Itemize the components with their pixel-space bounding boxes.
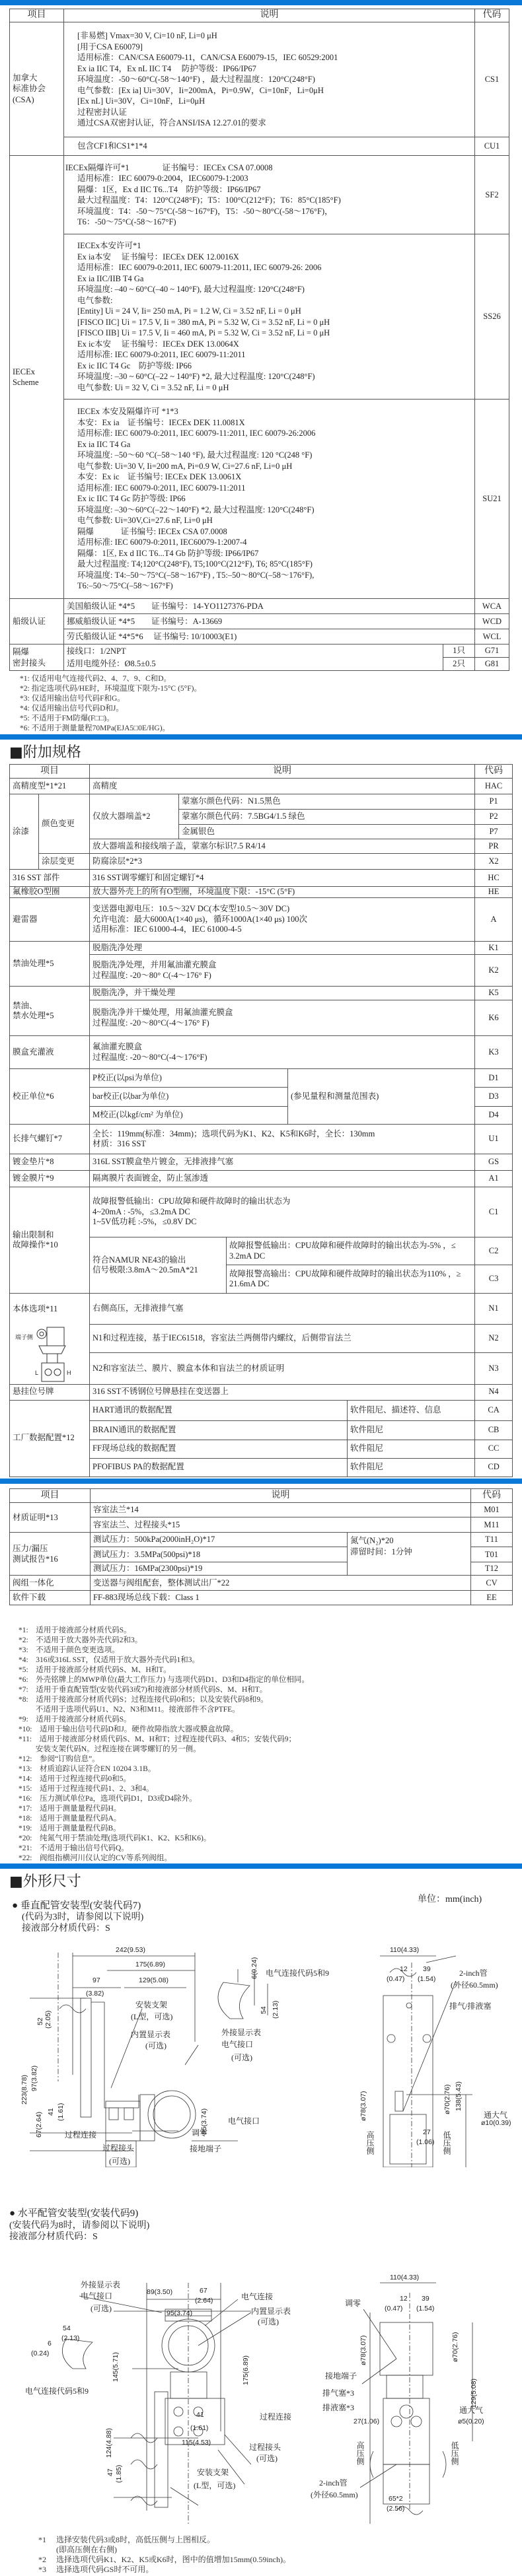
code-cd: CD (475, 1458, 513, 1477)
desc-d4: M校正(以kgf/cm² 为单位) (90, 1107, 288, 1125)
dim-label: 47 (106, 2468, 114, 2476)
unit-label: 单位：mm(inch) (418, 1895, 482, 1904)
header-desc: 说明 (90, 765, 475, 779)
dim-label: 67(2.64) (35, 2111, 43, 2138)
item-csa: 加拿大 标准协会 (CSA) (10, 22, 64, 156)
dim-label: (2.13) (272, 2000, 280, 2019)
dim-label: 高压侧 (355, 2441, 365, 2465)
item-hc: 316 SST 部件 (10, 870, 90, 887)
code-t01: T01 (471, 1547, 513, 1562)
desc-hac: 高精度 (90, 779, 475, 794)
dim-label: (0.24) (31, 2350, 50, 2357)
header-item: 项目 (10, 9, 64, 22)
desc-gland-port: 接线口：1/2NPT (64, 644, 443, 658)
item-body-label: 本体选项*11 (13, 1304, 58, 1313)
header-item: 项目 (10, 765, 90, 779)
header-code: 代码 (475, 9, 509, 22)
dim-label: 39 (423, 1965, 431, 1973)
dim-label: (可选) (231, 2053, 252, 2062)
dim-label: 54 (63, 2324, 71, 2332)
options-table (9, 764, 513, 1477)
horizontal-mount-title: ● 水平配管安装型(安装代码9) (9, 2208, 139, 2219)
section-divider (0, 1863, 522, 1869)
code-m01: M01 (471, 1503, 513, 1517)
code-ee: EE (471, 1591, 513, 1605)
dim-label: (L型，可选) (131, 2012, 173, 2021)
item-gland: 隔爆 密封接头 (10, 644, 64, 671)
desc-n3: N2和容室法兰、膜片、膜盒本体和盲法兰的材质证明 (90, 1353, 475, 1384)
desc-cb: BRAIN通讯的数据配置 (90, 1420, 348, 1440)
item-k3: 膜盒充灌液 (10, 1036, 90, 1069)
code-gs: GS (475, 1154, 513, 1171)
dim-label: 电气连接代码5和9 (25, 2386, 89, 2396)
options-table-2 (9, 1488, 513, 1605)
desc-c3: 故障报警高输出：CPU故障和硬件故障时的输出状态为110% ，≥ 21.6mA DC (227, 1265, 475, 1294)
dim-label: (可选) (91, 2304, 112, 2313)
code-cv: CV (471, 1576, 513, 1591)
desc-k3: 氟油灌充膜盒 过程温度: -20～80°C(-4～176°F) (90, 1036, 475, 1069)
dim-label: 高压侧 (365, 2131, 375, 2155)
code-m11: M11 (471, 1517, 513, 1533)
item-hac: 高精度型*1*21 (10, 779, 90, 794)
horizontal-dim-labels (25, 2274, 484, 2513)
dim-label: 52 (36, 2017, 44, 2025)
code-k5: K5 (475, 987, 513, 1000)
dim-label: (0.47) (387, 1975, 405, 1983)
section-divider (0, 734, 522, 740)
vertical-dim-labels (20, 1946, 511, 2166)
item-output: 输出限制和 故障操作*10 (10, 1187, 90, 1294)
code-a: A (475, 898, 513, 942)
desc-ee: FF-883现场总线下载：Class 1 (91, 1591, 471, 1605)
desc-c2: 故障报警低输出：CPU故障和硬件故障时的输出状态为-5% ，≤ 3.2mA DC (227, 1237, 475, 1265)
dim-label: 115(4.53) (182, 2439, 211, 2447)
dim-label: 95(3.74) (200, 2108, 208, 2134)
code-k2: K2 (475, 955, 513, 987)
approvals-footnotes: *1: 仅适用电气连接代码2、4、7、9、C和D。 *2: 指定选项代码/HE时，环境温度下限为-15°C (5°F)。 *3: 仅适用输出信号代码F和G。 *4: 仅适用输出信号代码D和J。 *5: 不适用于FM防爆(F□□)。 *6: 不适用于测量量程70MPa(EJA5□0E/HG)。 (20, 675, 202, 732)
desc-he: 放大器外壳上的所有O型圈，环境温度下限：-15°C (5°F) (90, 887, 475, 898)
desc-n1: 右侧高压，无排液排气塞 (90, 1294, 475, 1325)
desc-t11: 测试压力：500kPa(2000inH₂O)*17 (91, 1533, 348, 1547)
dimension-footnotes: *1 选择安装代码3或8时，高低压侧与上图相反。 (即高压侧在右侧) *2 选择选项代码K1、K2、K5或K6时，图中的值增加15mm(0.59inch)。 *3 选择选项代码GS时不可用。 (38, 2535, 291, 2574)
note-cd: 软件阻尼 (348, 1458, 475, 1477)
dim-label: 通大气 (459, 2406, 484, 2415)
code-u1: U1 (475, 1125, 513, 1154)
dim-label: 6(0.24) (250, 1957, 258, 1979)
code-k3: K3 (475, 1036, 513, 1069)
dim-label: 内置显示表 (251, 2307, 291, 2316)
dim-label: (1.54) (416, 2305, 435, 2313)
note-cb: 软件阻尼 (348, 1420, 475, 1440)
dim-label: 12 (400, 2295, 408, 2303)
dim-label: 41 (47, 2108, 55, 2116)
desc-k1: 脱脂洗净处理 (90, 942, 475, 955)
desc-ca: HART通讯的数据配置 (90, 1400, 348, 1420)
dim-label: 129(5.08) (139, 1976, 168, 1984)
dim-label: 27 (423, 2128, 431, 2136)
code-cc: CC (475, 1440, 513, 1458)
dim-label: 外接显示表 (81, 2280, 121, 2289)
section-title-options: ■附加规格 (9, 744, 81, 761)
dim-label: (1.61) (57, 2103, 65, 2121)
dim-label: 223(8.78) (20, 2075, 28, 2105)
transmitter-body-icon (13, 1325, 85, 1384)
dim-label: (可选) (258, 2317, 279, 2326)
code-a1: A1 (475, 1171, 513, 1187)
dim-label: 110(4.33) (390, 2274, 420, 2281)
code-d3: D3 (475, 1088, 513, 1107)
dim-label: (可选) (256, 2454, 278, 2463)
section-title-dimensions: ■外形尺寸 (9, 1873, 81, 1890)
code-d4: D4 (475, 1107, 513, 1125)
dim-label: 过程连接 (260, 2412, 292, 2421)
code-hac: HAC (475, 779, 513, 794)
item-n4: 悬挂位号牌 (10, 1384, 90, 1400)
code-wcl: WCL (475, 629, 509, 644)
code-n2: N2 (475, 1325, 513, 1353)
item-oilwater: 禁油、 禁水处理*5 (10, 987, 90, 1036)
dim-label: 安装支架 (197, 2468, 229, 2477)
code-cb: CB (475, 1420, 513, 1440)
desc-k5: 脱脂洗净，并干燥处理 (90, 987, 475, 1000)
code-cs1: CS1 (475, 22, 509, 137)
item-factory: 工厂数据配置*12 (10, 1400, 90, 1477)
dim-label: 67 (200, 2287, 207, 2295)
dim-label: ø5(0.20) (458, 2418, 484, 2425)
desc-k6: 脱脂洗净并干燥处理，用氟油灌充膜盒 过程温度: -20～80°C(-4～176° F) (90, 1000, 475, 1036)
dim-label: (2.64) (195, 2297, 213, 2305)
desc-p2: 蒙塞尔颜色代码：7.5BG4/1.5 绿色 (179, 810, 475, 825)
header-code: 代码 (471, 1489, 513, 1503)
desc-p1: 蒙塞尔颜色代码：N1.5黑色 (179, 794, 475, 810)
code-g71: G71 (475, 644, 509, 658)
code-c1: C1 (475, 1187, 513, 1237)
item-marine: 船级认证 (10, 599, 64, 644)
dim-label: (外径60.5mm) (451, 1980, 498, 1990)
dim-label: (1.06) (416, 2138, 435, 2146)
section-divider (0, 1479, 522, 1484)
vertical-mount-title: ● 垂直配管安装型(安装代码7) (12, 1900, 141, 1911)
item-paint: 涂漆 (10, 794, 39, 870)
dim-label: ø70(2.76) (443, 2084, 451, 2114)
test-note: 氮气(N₂)*20 滞留时间：1分钟 (348, 1533, 471, 1576)
dim-label: (1.61) (190, 2424, 209, 2432)
dim-label: 外接显示表 (221, 2028, 262, 2037)
item-a: 避雷器 (10, 898, 90, 942)
code-n1: N1 (475, 1294, 513, 1325)
dim-label: 电气连接 (241, 2292, 274, 2301)
dim-label: 电气连接代码5和9 (266, 1968, 330, 1978)
desc-ss26: IECEx本安许可*1 Ex ia本安 证书编号：IECEx DEK 12.0016X 适用标准：IEC 60079-0:2011, IEC 60079-11:2011, IEC 60079-26: 2006 Ex ia IIC/IIB T4 Ga 环境温度: –40 ~ 60°C(–40 ~ 140°F), 最大过程温度: 120°C(248°F) 电气参数: [Entity] Ui = 24 V, Ii= 250 mA, Pi = 1.2 W, Ci = 3.52 nF, Li = 0 μH [FISCO IIC] Ui = 17.5 V, Ii = 380 mA, Pi = 5.32 W, Ci = 3.52 nF, Li = 0 μH [FISCO IIB] Ui = 17.5 V, Ii = 460 mA, Pi = 5.32 W, Ci = 3.52 nF, Li = 0 μH Ex ic本安 证书编号：IECEx DEK 13.0064X 适用标准: IEC 60079-0:2011, IEC 60079-11:2011 Ex ic IIC T4 Gc 防护等级: IP66 环境温度: –30 ~ 60°C(–22 ~ 140°F) *2, 最大过程温度: 120°C(248°F) 电气参数: Ui = 32 V, Ci = 3.52 nF, Li = 0 μH (64, 234, 475, 400)
dim-label: 过程接头 (249, 2443, 281, 2452)
item-iecex: IECEx Scheme (10, 156, 64, 599)
dim-label: 175(6.89) (135, 1961, 165, 1968)
dim-label: 242(9.53) (116, 1946, 145, 1954)
desc-sf2: IECEx隔爆许可*1 证书编号：IECEx CSA 07.0008 适用标准：IEC 60079-0:2004，IEC60079-1:2003 隔爆：1区，Ex d IIC T6...T4 防护等级：IP66/IP67 最大过程温度：T4：120°C(248°F)；T5：100°C(212°F)；T6：85°C(185°F) 环境温度：T4：-50～75°C(-58～167°F)，T5：-50～80°C(-58～176°F)， T6：-50～75°C(-58～167°F) (64, 156, 475, 234)
desc-cu1: 包含CF1和CS1*1*4 (64, 137, 475, 156)
dim-label: 2-inch管 (319, 2478, 348, 2488)
desc-cv: 变送器与阀组配套，整体测试出厂*22 (91, 1576, 471, 1591)
code-c3: C3 (475, 1265, 513, 1294)
desc-gland-cable: 适用电缆外径：Ø8.5±0.5 (64, 658, 443, 671)
dim-label: 内置显示表 (131, 2030, 171, 2039)
desc-n2: N1和过程连接，基于IEC61518，容室法兰两侧带内螺纹，后侧带盲法兰 (90, 1325, 475, 1353)
code-t11: T11 (471, 1533, 513, 1547)
dim-label: 低压侧 (442, 2131, 451, 2155)
code-hc: HC (475, 870, 513, 887)
dim-label: 175(6.89) (242, 2355, 250, 2385)
dim-label: 12 (400, 1965, 408, 1973)
code-p1: P1 (475, 794, 513, 810)
dim-label: 27(1.06) (354, 2418, 380, 2425)
dim-label: 129(5.08) (470, 2379, 478, 2408)
vertical-mount-sub: (代码为3时，请参阅以下说明) 接液部分材质代码：S (22, 1912, 144, 1933)
code-ss26: SS26 (475, 234, 509, 400)
dim-label: 138(5.43) (455, 2081, 463, 2111)
qty-g81: 2只 (443, 658, 475, 671)
dim-label: (外径60.5mm) (311, 2490, 358, 2499)
item-material-cert: 材质证明*13 (10, 1503, 91, 1533)
dim-label: 调零 (192, 2128, 208, 2138)
note-cc: 软件阻尼 (348, 1440, 475, 1458)
code-wcd: WCD (475, 614, 509, 629)
code-k6: K6 (475, 1000, 513, 1036)
desc-wcl: 劳氏船级认证 *4*5*6 证书编号: 10/10003(E1) (64, 629, 475, 644)
item-he: 氟橡胶O型圈 (10, 887, 90, 898)
dim-label: 电气接口 (81, 2291, 113, 2301)
code-n4: N4 (475, 1384, 513, 1400)
cal-note: (参见量程和测量范围表) (288, 1069, 475, 1125)
code-p7: P7 (475, 825, 513, 839)
desc-d1: P校正(以psi为单位) (90, 1069, 288, 1088)
code-he: HE (475, 887, 513, 898)
item-cal: 校正单位*6 (10, 1069, 90, 1125)
dim-label: (1.54) (418, 1975, 436, 1983)
note-ca: 软件阻尼、描述符、信息 (348, 1400, 475, 1420)
desc-cc: FF现场总线的数据配置 (90, 1440, 348, 1458)
desc-cs1: [非易燃] Vmax=30 V, Ci=10 nF, Li=0 μH [用于CSA E60079] 适用标准：CAN/CSA E60079-11，CAN/CSA E60079-15，IEC 60529:2001 Ex ia IIC T4，Ex nL IIC T4 防护等级：IP66/IP67 环境温度：-50～60°C(-58～140°F) ，最大过程温度：120°C(248°F) 电气参数：[Ex ia] Ui=30V，Ii=200mA，Pi=0.9W，Ci=10nF，Li=0μH [Ex nL] Ui=30V，Ci=10nF，Li=0μH 过程密封认证 通过CSA双密封认证，符合ANSI/ISA 12.27.01的要求 (64, 22, 475, 137)
code-sf2: SF2 (475, 156, 509, 234)
dim-label: 124(4.88) (105, 2428, 113, 2458)
desc-d3: bar校正(以bar为单位) (90, 1088, 288, 1107)
item-a1: 镀金膜片*9 (10, 1171, 90, 1187)
horizontal-mount-sub: (安装代码为8时，请参阅以下说明) 接液部分材质代码：S (9, 2221, 150, 2242)
code-ca: CA (475, 1400, 513, 1420)
desc-gs: 316L SST膜盒垫片镀金，无排液排气塞 (90, 1154, 475, 1171)
dim-label: 过程接头 (102, 2143, 135, 2153)
desc-k2: 脱脂洗净处理，并用氟油灌充膜盒 过程温度: -20～80° C(-4～176° F) (90, 955, 475, 987)
code-c2: C2 (475, 1237, 513, 1265)
dim-label: ø70(2.76) (451, 2332, 459, 2362)
desc-m01: 容室法兰*14 (91, 1503, 471, 1517)
desc-a1: 隔离膜片表面镀金，防止氢渗透 (90, 1171, 475, 1187)
dim-label: 排气塞*3 (322, 2388, 355, 2398)
code-g81: G81 (475, 658, 509, 671)
dim-label: 65*2 (389, 2495, 403, 2503)
dim-label: (2.56) (387, 2505, 405, 2513)
item-test-report: 压力/漏压 测试报告*16 (10, 1533, 91, 1576)
item-u1: 长排气螺钉*7 (10, 1125, 90, 1154)
dim-label: 排液塞*3 (322, 2403, 355, 2412)
header-code: 代码 (475, 765, 513, 779)
code-d1: D1 (475, 1069, 513, 1088)
desc-pr: 放大器端盖和接线端子盖，蒙塞尔标识7.5 R4/14 (90, 839, 475, 854)
desc-a: 变送器电源电压：10.5～32V DC(本安型10.5～30V DC) 允许电流：最大6000A(1×40 μs)，循环1000A(1×40 μs) 100次 适用标准：IEC 61000-4-4，IEC 61000-4-5 (90, 898, 475, 942)
dim-label: 电气接口 (221, 2040, 254, 2049)
item-oil: 禁油处理*5 (10, 942, 90, 987)
approvals-table (9, 9, 509, 671)
item-body (10, 1294, 90, 1385)
dim-label: 调零 (345, 2299, 361, 2308)
options-footnotes: *1: 适用于接液部分材质代码S。 *2: 不适用于放大器外壳代码2和3。 *3: 不适用于颜色变更选项。 *4: 316或316L SST，仅适用于放大器外壳代码1和3。 *5: 适用于接液部分材质代码S、M、H和T。 *6: 外壳铭牌上的MWP单位(最大工作压力) 与选项代码D1、D3和D4指定的单位相同。 *7: 适用于垂直配管型(安装代码3或7)和接液部分材质代码S、M、H和T。 *8: 适用于接液部分材质代码S；过程连接代码0和5；以及安装代码8和9。 不适用于选项代码U1、N2、N3和M11。接液部件不含PTFE。 *9: 适用于接液部分材质代码S。 *10: 适用于输出信号代码D和J。硬件故障指放大器或膜盒故障。 *11: 适用于接液部分材质代码S、M、H和T；过程连接代码3、4和5；安装代码9； 安装支架代码N。过程连接在调零螺钉的另一侧。 *12: 参阅“订购信息”。 *13: 材质追踪认证符合EN 10204 3.1B。 *14: 适用于过程连接代码0和5。 *15: 适用于过程连接代码1、2、3和4。 *16: 压力测试单位Pa，选项代码D1，D3或D4除外。 *17: 适用于测量量程代码H。 *18: 适用于测量量程代码A。 *19: 适用于测量量程代码B。 *20: 纯氮气用于禁油处理(选项代码K1、K2、K5和K6)。 *21: 不适用于输出信号代码Q。 *22: 阀组指横河川仪认定的CV等系列阀组。 (19, 1626, 309, 1862)
dim-label: ø10(0.39) (481, 2119, 511, 2127)
item-cv: 阀组一体化 (10, 1576, 91, 1591)
dim-label: (0.47) (385, 2305, 403, 2313)
code-cu1: CU1 (475, 137, 509, 156)
desc-hc: 316 SST调零螺钉和固定螺钉*4 (90, 870, 475, 887)
dim-label: (2.05) (44, 2010, 52, 2029)
dim-label: 通大气 (484, 2110, 508, 2120)
dim-label: 接地端子 (325, 2371, 357, 2381)
low-side-label: L (35, 1369, 39, 1376)
desc-su21: IECEx 本安及隔爆许可 *1*3 本安：Ex ia 证书编号：IECEx DEK 11.0081X 适用标准: IEC 60079-0:2011, IEC 60079-11:2011, IEC 60079-26:2006 Ex ia IIC T4 Ga 环境温度: –50～60 °C(–58～140 °F), 最大过程温度: 120 °C(248 °F) 电气参数: Ui=30 V, Ii=200 mA, Pi=0.9 W, Ci=27.6 nF, Li=0 μH 本安：Ex ic 证书编号: IECEx DEK 13.0061X 适用标准: IEC 60079-0:2011, IEC 60079-11:2011 Ex ic IIC T4 Gc 防护等级: IP66 环境温度: –30～60°C(–22～140°F) *2, 最大过程温度: 120°C(248°F) 电气参数: Ui=30V,Ci=27.6 nF, Li=0 μH 隔爆 证书编号: IECEx CSA 07.0008 适用标准: IEC 60079-0:2011, IEC60079-1:2007-4 隔爆：1区, Ex d IIC T6...T4 Gb 防护等级: IP66/IP67 最大过程温度: T4;120°C(248°F), T5;100°C(212°F), T6; 85°C(185°F) 环境温度: T4:–50～75°C(–58～167°F) , T5:–50～80°C(–58～176°F), T6:–50～75°C(–58～167°F) (64, 400, 475, 599)
dim-label: 39 (422, 2295, 429, 2303)
terminal-side-label: 端子侧 (15, 1333, 34, 1340)
dim-label: 过程连接 (65, 2130, 97, 2140)
header-item: 项目 (10, 1489, 91, 1503)
code-t12: T12 (471, 1562, 513, 1576)
dim-label: 电气接口 (228, 2116, 260, 2126)
header-desc: 说明 (91, 1489, 471, 1503)
item-color-change: 颜色变更 (39, 794, 90, 854)
high-side-label: H (67, 1369, 71, 1376)
code-n3: N3 (475, 1353, 513, 1384)
dim-label: 97(3.82) (30, 2065, 38, 2091)
item-gs: 镀金垫片*8 (10, 1154, 90, 1171)
qty-g71: 1只 (443, 644, 475, 658)
desc-n4: 316 SST不锈钢位号牌悬挂在变送器上 (90, 1384, 475, 1400)
desc-t01: 测试压力：3.5MPa(500psi)*18 (91, 1547, 348, 1562)
desc-u1: 全长：119mm(标准：34mm)；选项代码为K1、K2、K5和K6时，全长：130mm 材质：316 SST (90, 1125, 475, 1154)
dim-label: 排气/排液塞 (449, 2002, 492, 2011)
desc-p7: 金属银色 (179, 825, 475, 839)
dim-label: (2.13) (61, 2334, 80, 2342)
dim-label: 54 (260, 2006, 268, 2014)
dim-label: 145(5.71) (112, 2352, 120, 2382)
code-x2: X2 (475, 854, 513, 870)
dim-label: (3.82) (86, 1990, 104, 1998)
code-wca: WCA (475, 599, 509, 614)
desc-x2: 防腐涂层*2*3 (90, 854, 475, 870)
desc-m11: 容室法兰、过程接头*15 (91, 1517, 471, 1533)
code-su21: SU21 (475, 400, 509, 599)
item-ee: 软件下载 (10, 1591, 91, 1605)
dim-label: 2-inch管 (459, 1968, 488, 1978)
code-p2: P2 (475, 810, 513, 825)
dim-label: 低压侧 (450, 2441, 459, 2465)
dim-label: 接地端子 (190, 2144, 222, 2153)
code-k1: K1 (475, 942, 513, 955)
dim-label: 95(3.74) (167, 2309, 193, 2317)
vertical-mount-drawing (0, 1943, 522, 2167)
desc-t12: 测试压力：16MPa(2300psi)*19 (91, 1562, 348, 1576)
dim-label: (可选) (145, 2041, 167, 2050)
desc-wcd: 挪威船级认证 *4*5 证书编号：A-13669 (64, 614, 475, 629)
desc-cd: PFOFIBUS PA的数据配置 (90, 1458, 348, 1477)
horizontal-mount-drawing (0, 2273, 522, 2524)
dim-label: ø78(3.07) (359, 2335, 367, 2365)
item-coating: 涂层变更 (39, 854, 90, 870)
header-desc: 说明 (64, 9, 475, 22)
dim-label: (1.85) (115, 2464, 123, 2483)
dim-label: 41 (196, 2411, 204, 2419)
dim-label: 89(3.50) (147, 2288, 173, 2296)
dim-label: (可选) (109, 2157, 130, 2166)
dim-label: (L型，可选) (194, 2481, 236, 2490)
desc-c1: 故障报警低输出：CPU故障和硬件故障时的输出状态为 4~20mA : -5%，≤3.2mA DC 1~5V低功耗 :-5%，≤0.8V DC (90, 1187, 475, 1237)
code-pr: PR (475, 839, 513, 854)
dim-label: ø78(3.07) (359, 2091, 367, 2121)
section-divider (0, 0, 522, 5)
dim-label: 97 (93, 1976, 100, 1984)
dim-label: 110(4.33) (390, 1946, 420, 1954)
item-amp-cover: 仅放大器端盖*2 (90, 794, 179, 839)
desc-wca: 美国船级认证 *4*5 证书编号：14-YO1127376-PDA (64, 599, 475, 614)
dim-label: 安装支架 (135, 2000, 168, 2009)
dim-label: 6 (48, 2340, 52, 2348)
desc-namur: 符合NAMUR NE43的输出 信号极限:3.8mA～20.5mA*21 (90, 1237, 227, 1294)
